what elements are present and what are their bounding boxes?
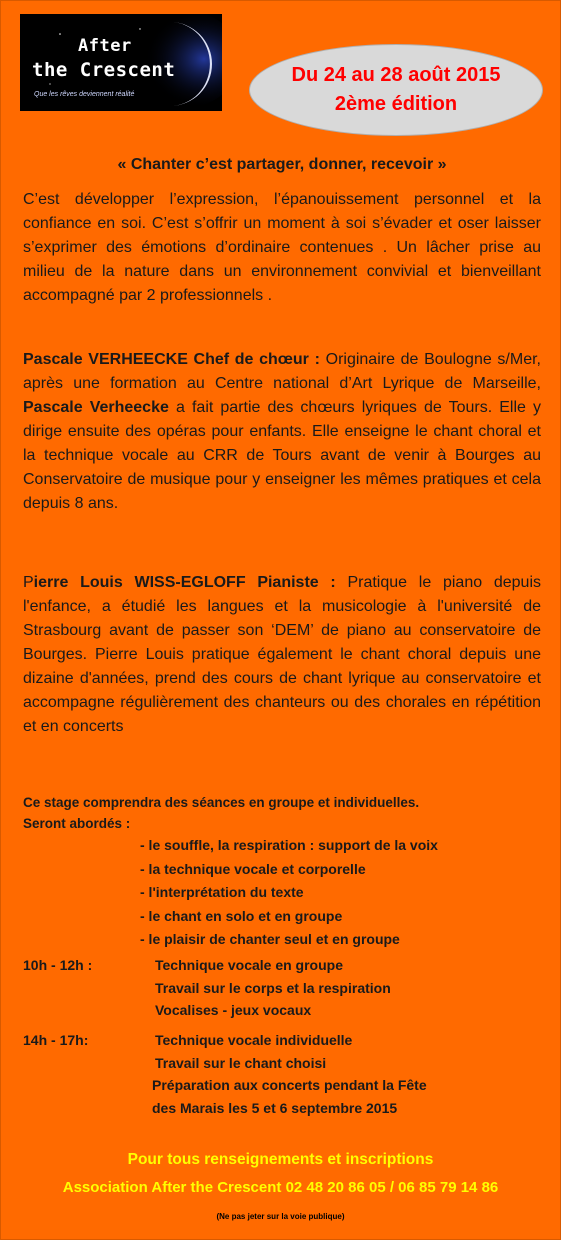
schedule-line: Travail sur le chant choisi <box>155 1054 327 1071</box>
logo-tagline: Que les rêves deviennent réalité <box>34 91 135 98</box>
logo-title-line2: the Crescent <box>32 59 176 81</box>
footer-contact: Association After the Crescent 02 48 20 86 05 / 06 85 79 14 86 <box>62 1179 499 1196</box>
after-the-crescent-logo <box>20 14 222 111</box>
pierre-heading: ierre Louis WISS-EGLOFF Pianiste : <box>33 574 336 591</box>
list-item: - l'interprétation du texte <box>140 884 304 900</box>
stage-intro-line2: Seront abordés : <box>23 816 131 831</box>
pascale-text-1: Originaire de Boulogne s/Mer, après une formation au Centre national d’Art Lyrique de Marseille, <box>23 351 541 392</box>
topics-list <box>140 834 540 952</box>
footer-info-heading: Pour tous renseignements et inscriptions <box>127 1151 434 1168</box>
logo-title-line1: After <box>78 36 132 56</box>
stage-intro <box>23 792 541 834</box>
pierre-first-letter: P <box>23 574 34 591</box>
footer-notice: (Ne pas jeter sur la voie publique) <box>216 1212 345 1221</box>
schedule-lines <box>152 1029 545 1119</box>
motto-heading: « Chanter c’est partager, donner, recevoir » <box>117 156 447 173</box>
pascale-paragraph <box>23 348 541 516</box>
intro-paragraph: C’est développer l’expression, l’épanouissement personnel et la confiance en soi. C’est s’offrir un moment à soi s’évader et oser laisser s’exprimer des émotions d’ordinaire contenues . Un lâcher prise au milieu de la nature dans un environnement convivial et bienveillant accompagné par 2 professionnels . <box>23 191 541 304</box>
schedule-lines <box>155 954 545 1022</box>
schedule-time: 14h - 17h: <box>23 1032 89 1048</box>
list-item: - le chant en solo et en groupe <box>140 907 343 924</box>
schedule-time: 10h - 12h : <box>23 957 93 973</box>
stage-intro-line1: Ce stage comprendra des séances en groupe et individuelles. <box>23 795 420 810</box>
list-item: - la technique vocale et corporelle <box>140 860 366 877</box>
list-item: - le plaisir de chanter seul et en groupe <box>140 931 400 947</box>
pierre-text: Pratique le piano depuis l'enfance, a étudié les langues et la musicologie à l'université de Strasbourg avant de passer son ‘DEM’ de piano au conservatoire de Bourges. Pierre Louis pratique également le chant choral depuis une dizaine d'années, prend des cours de chant lyrique au conservatoire et accompagne régulièrement des chanteurs ou des chorales en répétition et en concerts <box>23 574 541 735</box>
schedule-line: Préparation aux concerts pendant la Fête <box>152 1077 427 1093</box>
list-item: - le souffle, la respiration : support de la voix <box>140 837 438 853</box>
pascale-name: Pascale Verheecke <box>23 399 169 416</box>
edition-line: 2ème édition <box>334 93 458 115</box>
pascale-heading: Pascale VERHEECKE Chef de chœur : <box>23 351 320 368</box>
schedule-line: Vocalises - jeux vocaux <box>155 1002 312 1018</box>
schedule-line: Technique vocale individuelle <box>155 1032 353 1048</box>
schedule-line: Technique vocale en groupe <box>155 957 344 973</box>
schedule-line: Travail sur le corps et la respiration <box>155 979 391 996</box>
schedule-line: des Marais les 5 et 6 septembre 2015 <box>152 1099 398 1116</box>
pierre-paragraph <box>23 571 541 739</box>
dates-line: Du 24 au 28 août 2015 <box>291 64 501 86</box>
pascale-text-2: a fait partie des chœurs lyriques de Tours. Elle y dirige ensuite des opéras pour enfants. Elle enseigne le chant choral et la technique vocale au CRR de Tours avant de venir à Bourges au Conservatoire de musique pour y enseigner les mêmes pratiques et cela depuis 8 ans. <box>23 399 542 512</box>
dates-badge <box>249 44 543 136</box>
